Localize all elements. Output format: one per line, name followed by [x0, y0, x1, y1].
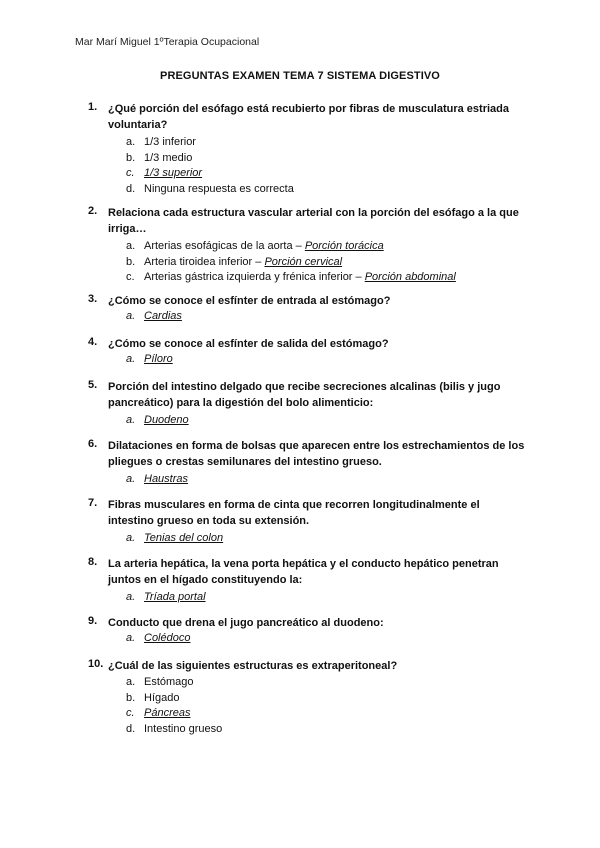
question-number: 10. — [88, 658, 104, 670]
question-number: 8. — [88, 556, 98, 568]
page-title: PREGUNTAS EXAMEN TEMA 7 SISTEMA DIGESTIVO — [160, 70, 440, 82]
question-text: Relaciona cada estructura vascular arterial con la porción del esófago a la que irriga… — [108, 207, 519, 235]
option: c. Arterias gástrica izquierda y frénica inferior – Porción abdominal — [126, 271, 456, 283]
question-number: 1. — [88, 101, 98, 113]
option: d. Intestino grueso — [126, 722, 223, 735]
question-4 — [88, 336, 528, 368]
question-number: 3. — [88, 293, 98, 305]
question-text: Conducto que drena el jugo pancreático al duodeno: — [108, 617, 384, 629]
option: a. 1/3 inferior — [126, 136, 196, 148]
question-number: 7. — [88, 497, 98, 509]
option-correct: a. Tríada portal — [126, 591, 206, 603]
answer: Porción torácica — [304, 240, 384, 252]
question-10 — [88, 658, 528, 737]
option-correct: a. Duodeno — [126, 414, 189, 426]
answer: Porción cervical — [264, 255, 343, 268]
question-3 — [88, 293, 528, 325]
question-8 — [88, 556, 528, 606]
question-number: 9. — [88, 615, 98, 627]
question-7 — [88, 497, 528, 547]
option: b. Arteria tiroidea inferior – Porción cervical — [126, 255, 343, 268]
option-correct: c. 1/3 superior — [126, 167, 203, 179]
question-text: ¿Qué porción del esófago está recubierto por fibras de musculatura estriada voluntaria? — [108, 103, 509, 131]
option-correct: a. Píloro — [126, 353, 173, 365]
question-number: 6. — [88, 438, 98, 450]
option: b. Hígado — [126, 691, 180, 704]
option: a. Estómago — [126, 676, 194, 688]
question-5 — [88, 379, 528, 429]
question-1 — [88, 101, 528, 197]
question-text: ¿Cómo se conoce al esfínter de salida del estómago? — [108, 338, 389, 350]
question-9 — [88, 615, 528, 647]
option-correct: a. Cardias — [126, 310, 182, 322]
question-text: Dilataciones en forma de bolsas que aparecen entre los estrechamientos de los pliegues o crestas semilunares del intestino grueso. — [108, 440, 525, 468]
question-number: 4. — [88, 336, 98, 348]
option-correct: a. Haustras — [126, 473, 189, 485]
question-number: 5. — [88, 379, 98, 391]
question-text: ¿Cuál de las siguientes estructuras es extraperitoneal? — [108, 660, 398, 672]
option-correct: a. Tenias del colon — [126, 532, 224, 544]
question-text: Fibras musculares en forma de cinta que recorren longitudinalmente el intestino grueso en toda su extensión. — [108, 499, 480, 527]
question-2 — [88, 205, 528, 286]
question-6 — [88, 438, 528, 488]
option-correct: a. Colédoco — [126, 632, 191, 644]
option: d. Ninguna respuesta es correcta — [126, 182, 294, 195]
question-text: ¿Cómo se conoce el esfínter de entrada al estómago? — [108, 295, 391, 307]
question-number: 2. — [88, 205, 98, 217]
option-correct: c. Páncreas — [126, 707, 191, 719]
answer: Porción abdominal — [364, 271, 456, 283]
question-text: La arteria hepática, la vena porta hepática y el conducto hepático penetran juntos en el hígado constituyendo la: — [108, 558, 499, 586]
document-header: Mar Marí Miguel 1ºTerapia Ocupacional — [75, 36, 260, 48]
option: b. 1/3 medio — [126, 151, 193, 164]
option: a. Arterias esofágicas de la aorta – Porción torácica — [126, 240, 384, 252]
question-text: Porción del intestino delgado que recibe secreciones alcalinas (bilis y jugo pancreático) para la digestión del bolo alimenticio: — [108, 381, 501, 409]
